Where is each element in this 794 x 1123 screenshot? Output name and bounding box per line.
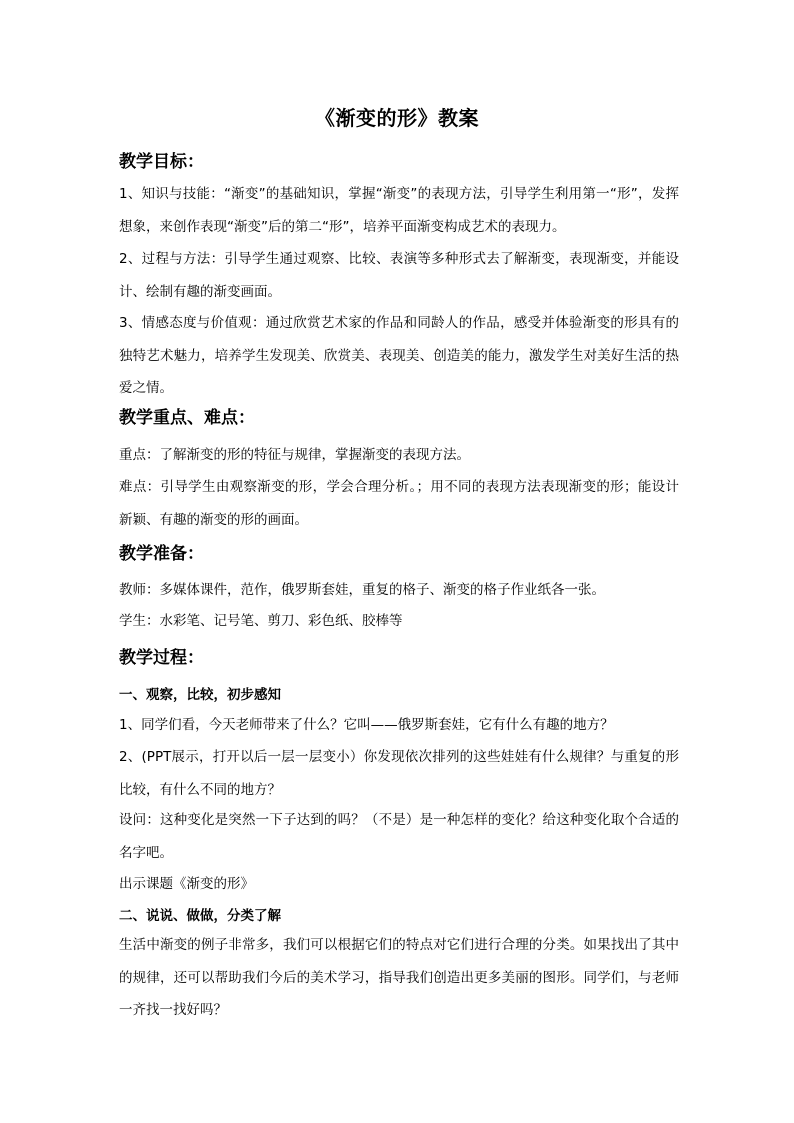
step-1-paragraph: 1、同学们看，今天老师带来了什么？它叫——俄罗斯套娃，它有什么有趣的地方？: [119, 717, 614, 733]
teacher-preparation-paragraph: 教师：多媒体课件，范作，俄罗斯套娃，重复的格子、渐变的格子作业纸各一张。: [119, 582, 605, 598]
show-topic-paragraph: 出示课题《渐变的形》: [119, 876, 254, 892]
key-point-paragraph: 重点：了解渐变的形的特征与规律，掌握渐变的表现方法。: [119, 447, 470, 463]
section-2-title: 二、说说、做做，分类了解: [119, 908, 281, 924]
goal-emotion-paragraph: 3、情感态度与价值观：通过欣赏艺术家的作品和同龄人的作品，感受并体验渐变的形具有的独特艺术魅力，培养学生发现美、欣赏美、表现美、创造美的能力，激发学生对美好生活的热爱之情。: [119, 315, 679, 396]
teaching-goals-heading: 教学目标：: [119, 152, 204, 172]
key-difficult-heading: 教学重点、难点：: [119, 408, 255, 428]
preparation-heading: 教学准备：: [119, 544, 204, 564]
goal-knowledge-paragraph: 1、知识与技能：“渐变”的基础知识，掌握“渐变”的表现方法，引导学生利用第一“形”，发挥想象，来创作表现“渐变”后的第二“形”，培养平面渐变构成艺术的表现力。: [119, 186, 679, 235]
section-1-title: 一、观察，比较，初步感知: [119, 687, 281, 703]
teaching-process-heading: 教学过程：: [119, 648, 204, 668]
step-2-paragraph: 2、(PPT展示，打开以后一层一层变小）你发现依次排列的这些娃娃有什么规律？与重复的形比较，有什么不同的地方？: [119, 749, 679, 798]
student-preparation-paragraph: 学生：水彩笔、记号笔、剪刀、彩色纸、胶棒等: [119, 613, 403, 629]
question-paragraph: 设问：这种变化是突然一下子达到的吗？（不是）是一种怎样的变化？给这种变化取个合适的名字吧。: [119, 812, 679, 861]
document-title: 《渐变的形》教案: [315, 106, 479, 130]
goal-process-paragraph: 2、过程与方法：引导学生通过观察、比较、表演等多种形式去了解渐变，表现渐变，并能设计、绘制有趣的渐变画面。: [119, 251, 679, 300]
section-2-paragraph: 生活中渐变的例子非常多，我们可以根据它们的特点对它们进行合理的分类。如果找出了其中的规律，还可以帮助我们今后的美术学习，指导我们创造出更多美丽的图形。同学们，与老师一齐找一找好吗？: [119, 937, 679, 1018]
difficult-point-paragraph: 难点：引导学生由观察渐变的形，学会合理分析。；用不同的表现方法表现渐变的形；能设计新颖、有趣的渐变的形的画面。: [119, 479, 679, 528]
